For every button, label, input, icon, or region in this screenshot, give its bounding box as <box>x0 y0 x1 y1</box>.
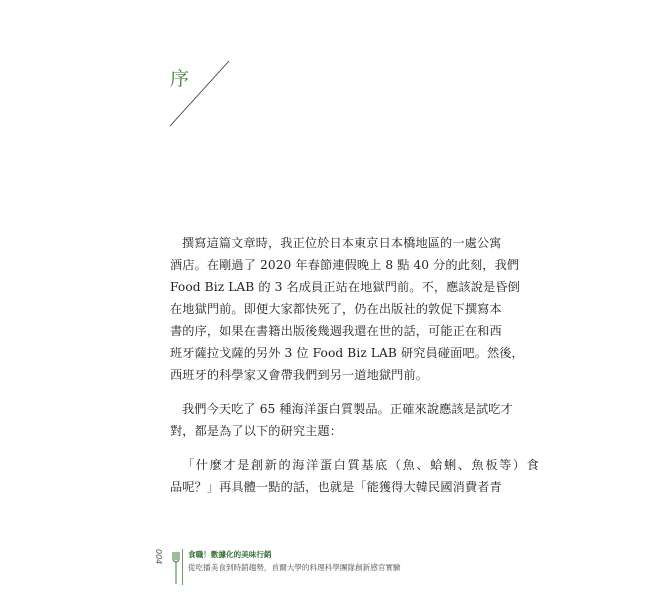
text-line: 「什麼才是創新的海洋蛋白質基底（魚、蛤蜊、魚板等）食 <box>182 458 541 472</box>
text-line: 酒店。在剛過了 2020 年春節連假晚上 8 點 40 分的此刻，我們 <box>170 258 520 272</box>
fork-icon <box>172 551 180 585</box>
text-line: 撰寫這篇文章時，我正位於日本東京日本橋地區的一處公寓 <box>182 236 502 250</box>
text-line: 書的序，如果在書籍出版後幾週我還在世的話，可能正在和西 <box>170 324 502 338</box>
text-line: 品呢？」再具體一點的話，也就是「能獲得大韓民國消費者青 <box>170 480 502 494</box>
page-number <box>154 549 164 564</box>
chapter-title: 序 <box>170 68 190 90</box>
page-number-text: 004 <box>154 549 163 565</box>
decorative-slash <box>168 60 230 128</box>
page-footer <box>154 549 514 599</box>
paragraph-3 <box>170 454 541 498</box>
book-subtitle: 從吃播美食到時銷趨勢，首爾大學的料理科學團隊創新感官實驗 <box>188 563 401 572</box>
book-title: 食職！數據化的美味行銷 <box>188 550 272 559</box>
text-line: 西班牙的科學家又會帶我們到另一道地獄門前。 <box>170 368 429 382</box>
text-line: 在地獄門前。即便大家都快死了，仍在出版社的敦促下撰寫本 <box>170 302 502 316</box>
text-line: 班牙薩拉戈薩的另外 3 位 Food Biz LAB 研究員碰面吧。然後， <box>170 346 524 360</box>
text-line: Food Biz LAB 的 3 名成員正站在地獄門前。不，應該說是昏倒 <box>170 280 520 294</box>
text-line: 我們今天吃了 65 種海洋蛋白質製品。正確來說應該是試吃才 <box>182 402 513 416</box>
text-line: 對，都是為了以下的研究主題： <box>170 424 343 438</box>
footer-divider <box>182 549 183 585</box>
paragraph-1 <box>170 232 524 386</box>
paragraph-2 <box>170 398 513 442</box>
body-text <box>170 232 541 510</box>
